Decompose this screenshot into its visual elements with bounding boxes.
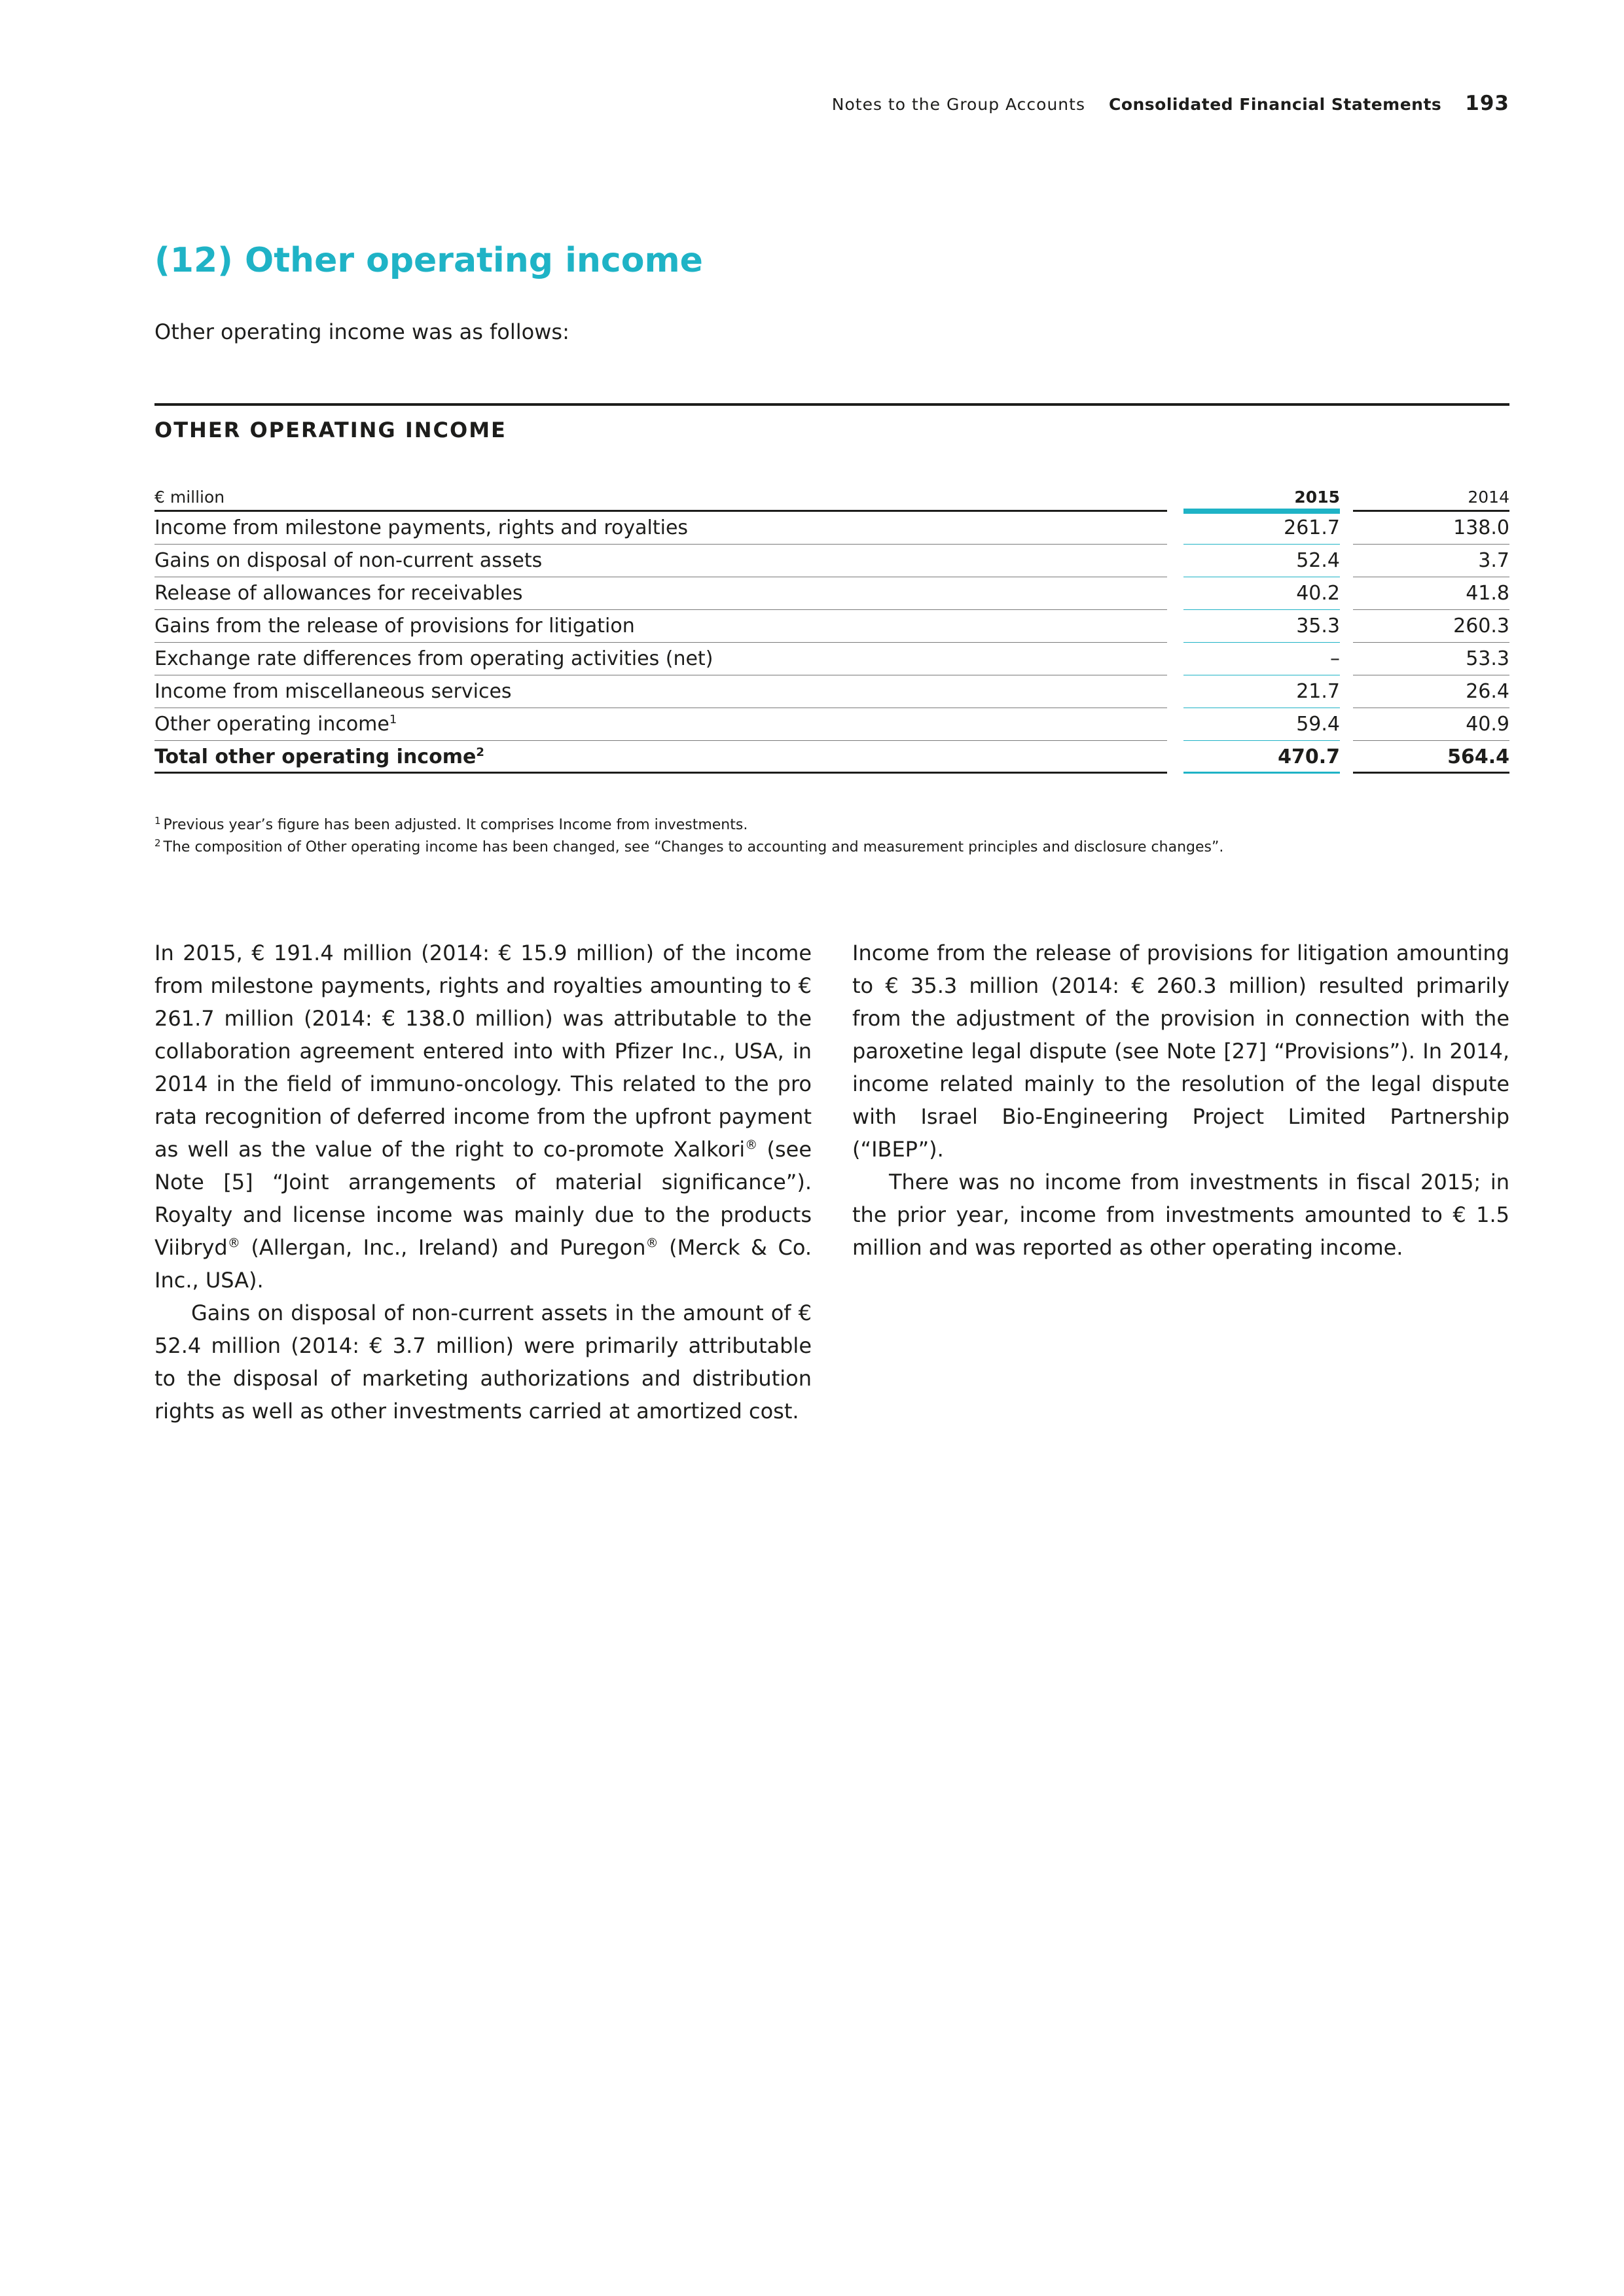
row-value-2015: 35.3 — [1183, 610, 1340, 643]
total-value-2014: 564.4 — [1353, 741, 1509, 774]
table-row — [154, 577, 1509, 610]
table-row — [154, 512, 1509, 545]
row-label: Other operating income$^1$ — [154, 708, 1167, 741]
body-paragraph: There was no income from investments in fiscal 2015; in the prior year, income from investments amounted to € 1.5 million and was reported as other operating income. — [852, 1170, 1509, 1260]
total-value-2015: 470.7 — [1183, 741, 1340, 774]
footnote: $^2$ The composition of Other operating income has been changed, see “Changes to accounting and measurement principles and disclosure changes”. — [154, 836, 1224, 855]
row-label: Release of allowances for receivables — [154, 577, 1167, 610]
table-unit: € million — [154, 488, 225, 507]
table-title: OTHER OPERATING INCOME — [154, 418, 507, 442]
row-label: Income from miscellaneous services — [154, 675, 1167, 708]
row-value-2015: 21.7 — [1183, 675, 1340, 708]
footnotes — [154, 814, 1223, 859]
row-value-2015: 261.7 — [1183, 512, 1340, 545]
row-value-2014: 138.0 — [1353, 512, 1509, 545]
footnote-ref: 1 — [389, 713, 397, 726]
row-value-2014: 260.3 — [1353, 610, 1509, 643]
row-value-2014: 41.8 — [1353, 577, 1509, 610]
table-row — [154, 708, 1509, 741]
table-row — [154, 643, 1509, 675]
row-value-2014: 53.3 — [1353, 643, 1509, 675]
row-value-2015: 59.4 — [1183, 708, 1340, 741]
header-section: Notes to the Group Accounts — [831, 95, 1085, 114]
table-row — [154, 675, 1509, 708]
footnote: $^1$ Previous year’s figure has been adjusted. It comprises Income from investments. — [154, 814, 748, 833]
row-label: Gains on disposal of non-current assets — [154, 545, 1167, 577]
row-label: Gains from the release of provisions for litigation — [154, 610, 1167, 643]
body-paragraph: Gains on disposal of non-current assets in the amount of € 52.4 million (2014: € 3.7 million) were primarily attributable to the disposal of marketing authorizations and distribution rights as well as other investments carried at amortized cost. — [154, 1300, 812, 1424]
row-value-2014: 26.4 — [1353, 675, 1509, 708]
table-total-row — [154, 741, 1509, 774]
row-value-2015: – — [1183, 643, 1340, 675]
row-label: Income from milestone payments, rights and royalties — [154, 512, 1167, 545]
column-header-2015: 2015 — [1294, 488, 1340, 507]
row-label: Exchange rate differences from operating activities (net) — [154, 643, 1167, 675]
income-table — [154, 484, 1509, 774]
row-value-2014: 40.9 — [1353, 708, 1509, 741]
row-value-2015: 40.2 — [1183, 577, 1340, 610]
total-label: Total other operating income$^2$ — [154, 741, 1167, 774]
body-column-left — [154, 937, 812, 1427]
page-number: 193 — [1465, 92, 1509, 115]
body-paragraph: Income from the release of provisions for litigation amounting to € 35.3 million (2014: € 260.3 million) resulted primarily from the adjustment of the provision in connection with the paroxetine legal dispute (see Note [27] “Provisions”). In 2014, income related mainly to the resolution of the legal dispute with Israel Bio-Engineering Project Limited Partnership (“IBEP”). — [852, 941, 1509, 1162]
intro-text: Other operating income was as follows: — [154, 319, 569, 344]
running-header — [832, 92, 1509, 115]
column-header-2014: 2014 — [1468, 488, 1509, 507]
body-paragraph: In 2015, € 191.4 million (2014: € 15.9 million) of the income from milestone payments, rights and royalties amounting to € 261.7 million (2014: € 138.0 million) was attributable to the collaboration agreement entered into with Pfizer Inc., USA, in 2014 in the field of immuno-oncology. This related to the pro rata recognition of deferred income from the upfront payment as well as the value of the right to co-promote Xalkori® (see Note [5] “Joint arrangements of material significance”). Royalty and license income was mainly due to the products Viibryd® (Allergan, Inc., Ireland) and Puregon® (Merck & Co. Inc., USA). — [154, 941, 812, 1293]
table-row — [154, 545, 1509, 577]
page-title: (12) Other operating income — [154, 241, 703, 280]
row-value-2015: 52.4 — [1183, 545, 1340, 577]
row-value-2014: 3.7 — [1353, 545, 1509, 577]
body-column-right — [852, 937, 1509, 1264]
table-header-row — [154, 484, 1509, 512]
table-top-rule — [154, 403, 1509, 406]
table-row — [154, 610, 1509, 643]
header-chapter: Consolidated Financial Statements — [1108, 95, 1442, 114]
footnote-ref: 2 — [476, 745, 484, 759]
